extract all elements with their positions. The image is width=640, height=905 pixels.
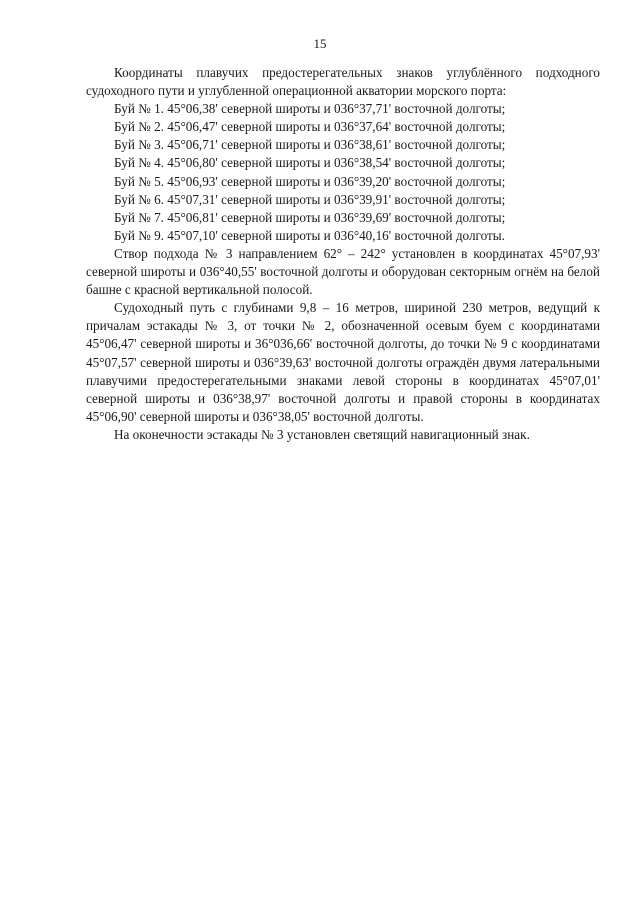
buoy-line: Буй № 6. 45°07,31' северной широты и 036°39,91' восточной долготы;: [114, 191, 506, 207]
buoy-line: Буй № 4. 45°06,80' северной широты и 036°38,54' восточной долготы;: [114, 155, 506, 171]
buoy-list: [86, 100, 600, 245]
buoy-line: Буй № 3. 45°06,71' северной широты и 036°38,61' восточной долготы;: [114, 137, 506, 153]
buoy-line: Буй № 2. 45°06,47' северной широты и 036°37,64' восточной долготы;: [114, 119, 506, 135]
intro-paragraph: Координаты плавучих предостерегательных знаков углублённого подходного судоходного пути и углубленной операционной акватории морского порта:: [86, 65, 600, 99]
stvor-paragraph: Створ подхода № 3 направлением 62° – 242° установлен в координатах 45°07,93' северной широты и 036°40,55' восточной долготы и оборудован секторным огнём на белой башне с красной вертикальной полосой.: [86, 245, 600, 298]
buoy-line: Буй № 9. 45°07,10' северной широты и 036°40,16' восточной долготы.: [114, 227, 505, 243]
buoy-line: Буй № 5. 45°06,93' северной широты и 036°39,20' восточной долготы;: [114, 173, 506, 189]
buoy-line: Буй № 7. 45°06,81' северной широты и 036°39,69' восточной долготы;: [114, 209, 506, 225]
document-body: [86, 64, 600, 444]
final-paragraph: На оконечности эстакады № 3 установлен светящий навигационный знак.: [114, 426, 530, 442]
page-number: 15: [313, 36, 327, 51]
fairway-paragraph: Судоходный путь с глубинами 9,8 – 16 метров, шириной 230 метров, ведущий к причалам эстакады № 3, от точки № 2, обозначенной осевым буем с координатами 45°06,47' северной широты и 36°036,66' восточной долготы, до точки № 9 с координатами 45°07,57' северной широты и 036°39,63' восточной долготы ограждён двумя латеральными плавучими предостерегательными знаками левой стороны в координатах 45°07,01' северной широты и 036°38,97' восточной долготы и правой стороны в координатах 45°06,90' северной широты и 036°38,05' восточной долготы.: [86, 300, 600, 424]
buoy-line: Буй № 1. 45°06,38' северной широты и 036°37,71' восточной долготы;: [114, 101, 506, 117]
